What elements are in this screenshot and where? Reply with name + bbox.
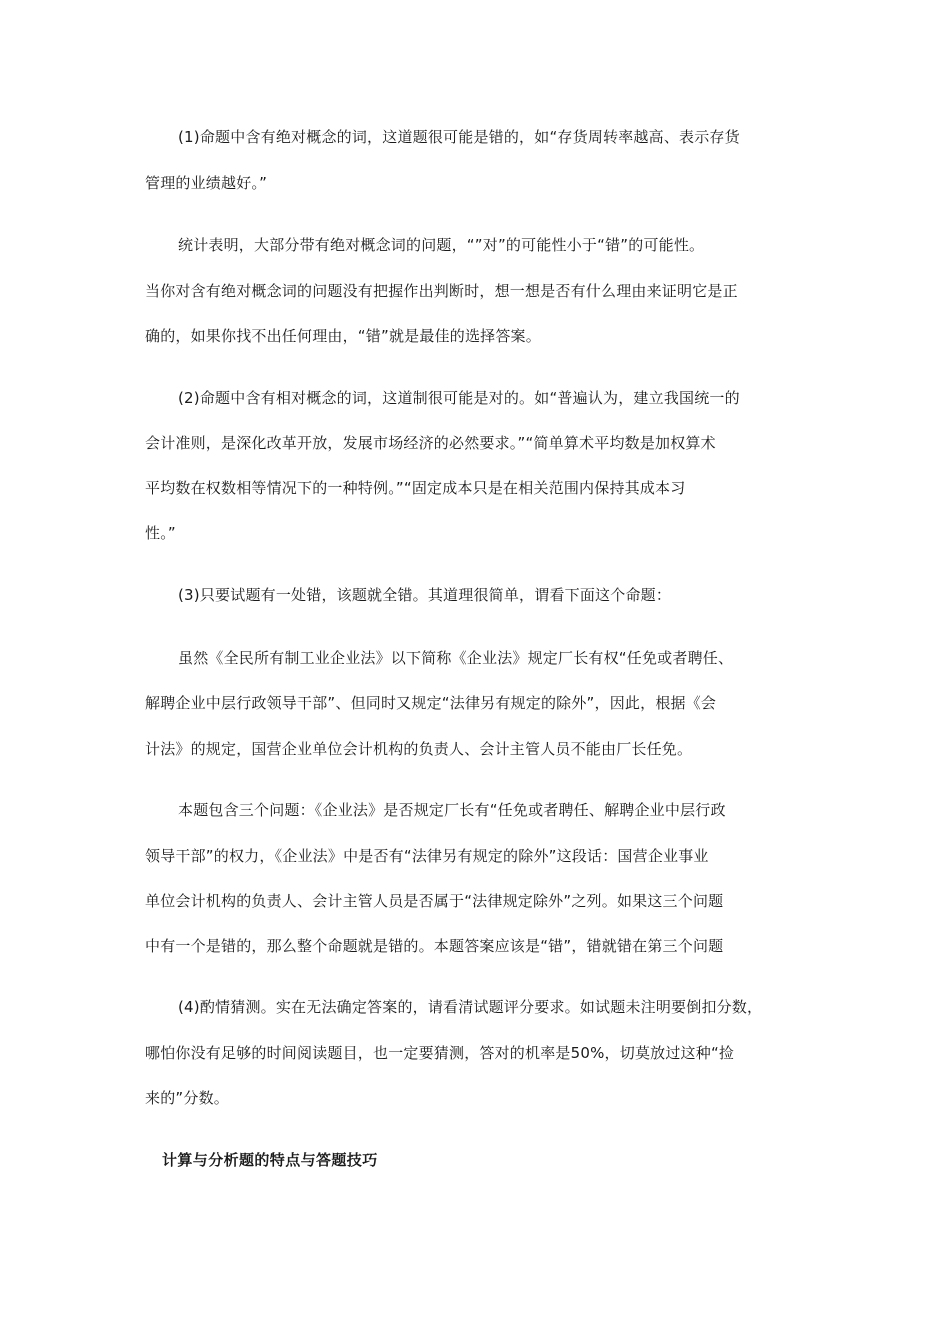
section-heading: 计算与分析题的特点与答题技巧 <box>162 1151 378 1169</box>
paragraph-5-line-3: 计法》的规定，国营企业单位会计机构的负责人、会计主管人员不能由厂长任免。 <box>145 740 693 758</box>
paragraph-7-line-2: 哪怕你没有足够的时间阅读题目，也一定要猜测，答对的机率是50%，切莫放过这种“捡 <box>145 1044 735 1062</box>
paragraph-5-line-2: 解聘企业中层行政领导干部”、但同时又规定“法律另有规定的除外”，因此，根据《会 <box>145 694 717 712</box>
paragraph-2-line-2: 当你对含有绝对概念词的问题没有把握作出判断时，想一想是否有什么理由来证明它是正 <box>145 282 738 300</box>
paragraph-2-line-1: 统计表明，大部分带有绝对概念词的问题，“”对”的可能性小于“错”的可能性。 <box>178 236 705 254</box>
paragraph-1-line-2: 管理的业绩越好。” <box>145 174 268 192</box>
paragraph-3-line-3: 平均数在权数相等情况下的一种特例。”“固定成本只是在相关范围内保持其成本习 <box>145 479 686 497</box>
paragraph-4-line-1: (3)只要试题有一处错，该题就全错。其道理很简单，谓看下面这个命题： <box>178 586 672 604</box>
paragraph-6-line-2: 领导干部”的权力，《企业法》中是否有“法律另有规定的除外”这段话：国营企业事业 <box>145 847 709 865</box>
paragraph-3-line-2: 会计准则，是深化改革开放，发展市场经济的必然要求。”“简单算术平均数是加权算术 <box>145 434 716 452</box>
paragraph-2-line-3: 确的，如果你找不出任何理由，“错”就是最佳的选择答案。 <box>145 327 541 345</box>
paragraph-7-line-3: 来的”分数。 <box>145 1089 229 1107</box>
paragraph-3-line-4: 性。” <box>145 524 176 542</box>
paragraph-1-line-1: (1)命题中含有绝对概念的词，这道题很可能是错的，如“存货周转率越高、表示存货 <box>178 128 740 146</box>
paragraph-6-line-3: 单位会计机构的负责人、会计主管人员是否属于“法律规定除外”之列。如果这三个问题 <box>145 892 724 910</box>
paragraph-5-line-1: 虽然《全民所有制工业企业法》以下简称《企业法》规定厂长有权“任免或者聘任、 <box>178 649 734 667</box>
paragraph-7-line-1: (4)酌情猜测。实在无法确定答案的，请看清试题评分要求。如试题未注明要倒扣分数， <box>178 998 763 1016</box>
paragraph-6-line-4: 中有一个是错的，那么整个命题就是错的。本题答案应该是“错”，错就错在第三个问题 <box>145 937 724 955</box>
paragraph-6-line-1: 本题包含三个问题：《企业法》是否规定厂长有“任免或者聘任、解聘企业中层行政 <box>178 801 726 819</box>
paragraph-3-line-1: (2)命题中含有相对概念的词，这道制很可能是对的。如“普遍认为，建立我国统一的 <box>178 389 740 407</box>
